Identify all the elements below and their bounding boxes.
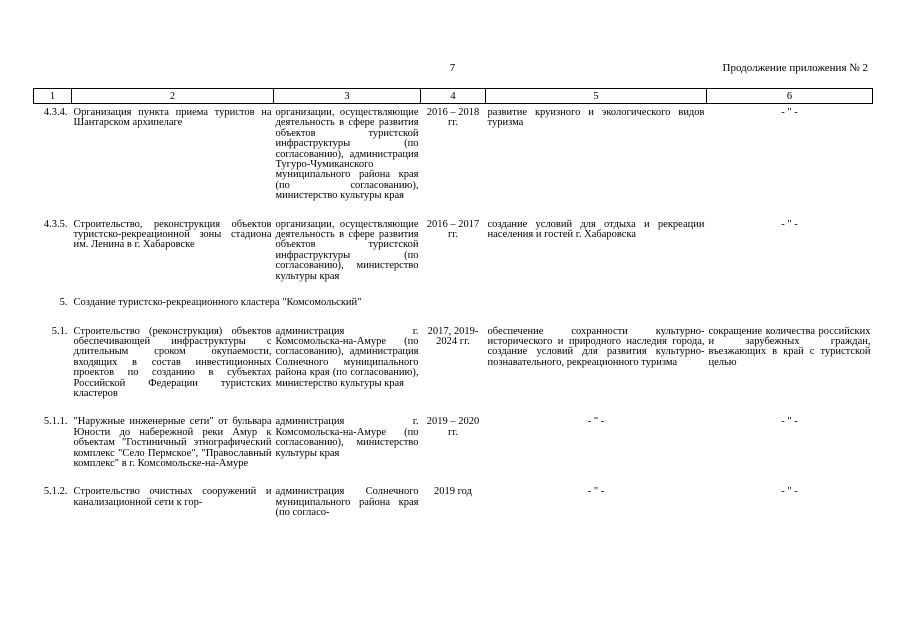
period: 2019 – 2020 гг. [426, 416, 480, 438]
continuation-label: Продолжение приложения № 2 [722, 62, 868, 74]
executors: организации, осуществляющие деятельность в сфере развития объектов туристской инфраструктуры (по согласованию), министерство культуры края [275, 218, 419, 282]
table-row [34, 216, 873, 296]
section-row [34, 296, 873, 322]
period: 2019 год [434, 486, 472, 498]
activity-name: Строительство, реконструкция объектов туристско-рекреационной зоны стадиона им. Ленина в г. Хабаровске [73, 218, 272, 251]
indicator: - " - [781, 486, 798, 498]
period: 2016 – 2018 гг. [426, 107, 480, 129]
row-number: 5.1. [51, 325, 68, 337]
page-number: 7 [449, 62, 456, 74]
column-header: 6 [707, 89, 873, 104]
appendix-table [33, 88, 873, 533]
row-number: 4.3.4. [43, 107, 68, 118]
column-header: 2 [72, 89, 274, 104]
row-number: 5.1.1. [43, 416, 68, 428]
executors: администрация г. Комсомольска-на-Амуре (по согласованию), администрация Солнечного муниципального района края (по согласованию), министерство культуры края [275, 325, 419, 389]
section-number: 5. [59, 297, 68, 309]
table-row [34, 483, 873, 532]
period: 2016 – 2017 гг. [426, 218, 480, 241]
expected-result: - " - [587, 416, 605, 428]
column-header: 1 [34, 89, 72, 104]
expected-result: обеспечение сохранности культурно-исторического и природного наследия города, создание условий для развития культурно-познавательного, рекреационного туризма [487, 325, 705, 368]
row-number: 4.3.5. [43, 218, 68, 230]
table-row [34, 323, 873, 414]
expected-result: создание условий для отдыха и рекреации населения и гостей г. Хабаровска [487, 218, 705, 241]
activity-name: Строительство очистных сооружений и канализационной сети к гор- [73, 486, 272, 508]
activity-name: Организация пункта приема туристов на Шантарском архипелаге [73, 107, 272, 129]
column-header: 4 [421, 89, 486, 104]
column-header: 3 [274, 89, 421, 104]
table-row [34, 104, 873, 216]
table-header-row [34, 89, 873, 104]
indicator: - " - [781, 107, 798, 118]
executors: организации, осуществляющие деятельность в сфере развития объектов туристской инфраструктуры (по согласованию), администрация Тугуро-Чумиканского муниципального района края (по согласованию), министерство культуры края [275, 107, 419, 202]
column-header: 5 [486, 89, 707, 104]
indicator: - " - [781, 218, 798, 230]
expected-result: развитие круизного и экологического видов туризма [487, 107, 705, 129]
executors: администрация Солнечного муниципального района края (по согласо- [275, 486, 419, 519]
executors: администрация г. Комсомольска-на-Амуре (по согласованию), министерство культуры края [275, 416, 419, 459]
indicator: - " - [781, 416, 798, 428]
row-number: 5.1.2. [43, 486, 68, 498]
period: 2017, 2019-2024 гг. [427, 325, 479, 347]
table-row [34, 413, 873, 483]
activity-name: "Наружные инженерные сети" от бульвара Юности до набережной реки Амур к объектам "Гостиничный этнографический комплекс "Село Пермское", "Православный комплекс" в г. Комсомольске-на-Амуре [73, 416, 272, 469]
expected-result: - " - [587, 486, 605, 498]
activity-name: Строительство (реконструкция) объектов обеспечивающей инфраструктуры с длительным сроком окупаемости, входящих в состав инвестиционных проектов по созданию в субъектах Российской Федерации туристских кластеров [73, 325, 272, 399]
indicator: сокращение количества российских и зарубежных граждан, въезжающих в край с туристской целью [708, 325, 871, 368]
section-title: Создание туристско-рекреационного кластера "Комсомольский" [73, 297, 362, 309]
